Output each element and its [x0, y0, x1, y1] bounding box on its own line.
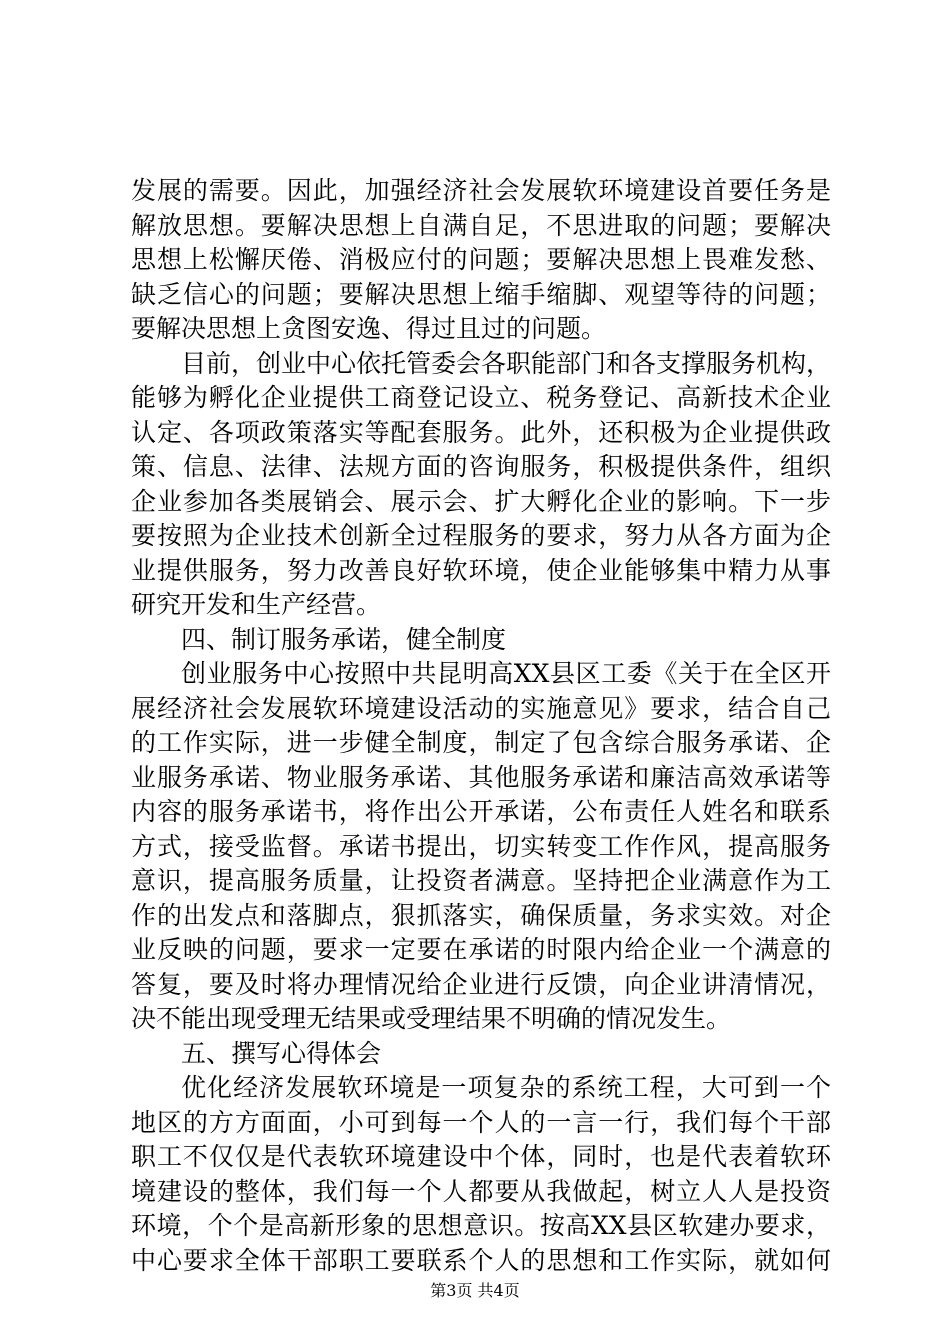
text-line: 五、撰写心得体会	[181, 1038, 382, 1068]
text-line: 四、制订服务承诺，健全制度	[181, 624, 507, 654]
text-line: 业反映的问题，要求一定要在承诺的时限内给企业一个满意的	[131, 935, 831, 964]
text-line: 业服务承诺、物业服务承诺、其他服务承诺和廉洁高效承诺等	[131, 762, 831, 792]
text-line: 方式，接受监督。承诺书提出，切实转变工作作风，提高服务	[131, 831, 831, 861]
text-line: 缺乏信心的问题；要解决思想上缩手缩脚、观望等待的问题；	[131, 279, 831, 309]
page-footer: 第3页 共4页	[430, 1281, 520, 1300]
text-line: 答复，要及时将办理情况给企业进行反馈，向企业讲清情况，	[131, 969, 831, 999]
text-line: 中心要求全体干部职工要联系个人的思想和工作实际，就如何	[131, 1245, 831, 1275]
text-line: 环境，个个是高新形象的思想意识。按高XX县区软建办要求，	[131, 1211, 831, 1240]
text-line: 要解决思想上贪图安逸、得过且过的问题。	[131, 314, 607, 343]
text-line: 研究开发和生产经营。	[131, 590, 382, 619]
text-line: 决不能出现受理无结果或受理结果不明确的情况发生。	[131, 1004, 732, 1033]
text-line: 职工不仅仅是代表软环境建设中个体，同时，也是代表着软环	[131, 1142, 831, 1171]
text-line: 展经济社会发展软环境建设活动的实施意见》要求，结合自己	[131, 693, 831, 723]
text-line: 认定、各项政策落实等配套服务。此外，还积极为企业提供政	[131, 417, 831, 447]
text-line: 要按照为企业技术创新全过程服务的要求，努力从各方面为企	[131, 521, 831, 550]
text-line: 作的出发点和落脚点，狠抓落实，确保质量，务求实效。对企	[131, 900, 831, 930]
text-line: 企业参加各类展销会、展示会、扩大孵化企业的影响。下一步	[131, 486, 831, 516]
text-line: 地区的方方面面，小可到每一个人的一言一行，我们每个干部	[131, 1107, 831, 1137]
text-line: 境建设的整体，我们每一个人都要从我做起，树立人人是投资	[131, 1176, 831, 1206]
text-line: 策、信息、法律、法规方面的咨询服务，积极提供条件，组织	[131, 452, 831, 481]
text-line: 优化经济发展软环境是一项复杂的系统工程，大可到一个	[181, 1073, 831, 1102]
text-line: 内容的服务承诺书，将作出公开承诺，公布责任人姓名和联系	[131, 797, 831, 826]
document-body	[131, 174, 831, 1278]
text-line: 思想上松懈厌倦、消极应付的问题；要解决思想上畏难发愁、	[131, 245, 831, 274]
text-line: 的工作实际，进一步健全制度，制定了包含综合服务承诺、企	[131, 728, 831, 757]
text-line: 创业服务中心按照中共昆明高XX县区工委《关于在全区开	[181, 659, 831, 688]
text-line: 意识，提高服务质量，让投资者满意。坚持把企业满意作为工	[131, 866, 831, 895]
text-line: 业提供服务，努力改善良好软环境，使企业能够集中精力从事	[131, 555, 831, 585]
text-line: 能够为孵化企业提供工商登记设立、税务登记、高新技术企业	[131, 383, 831, 412]
text-line: 目前，创业中心依托管委会各职能部门和各支撑服务机构，	[181, 348, 832, 378]
text-line: 发展的需要。因此，加强经济社会发展软环境建设首要任务是	[131, 176, 831, 205]
text-line: 解放思想。要解决思想上自满自足，不思进取的问题；要解决	[131, 210, 831, 240]
